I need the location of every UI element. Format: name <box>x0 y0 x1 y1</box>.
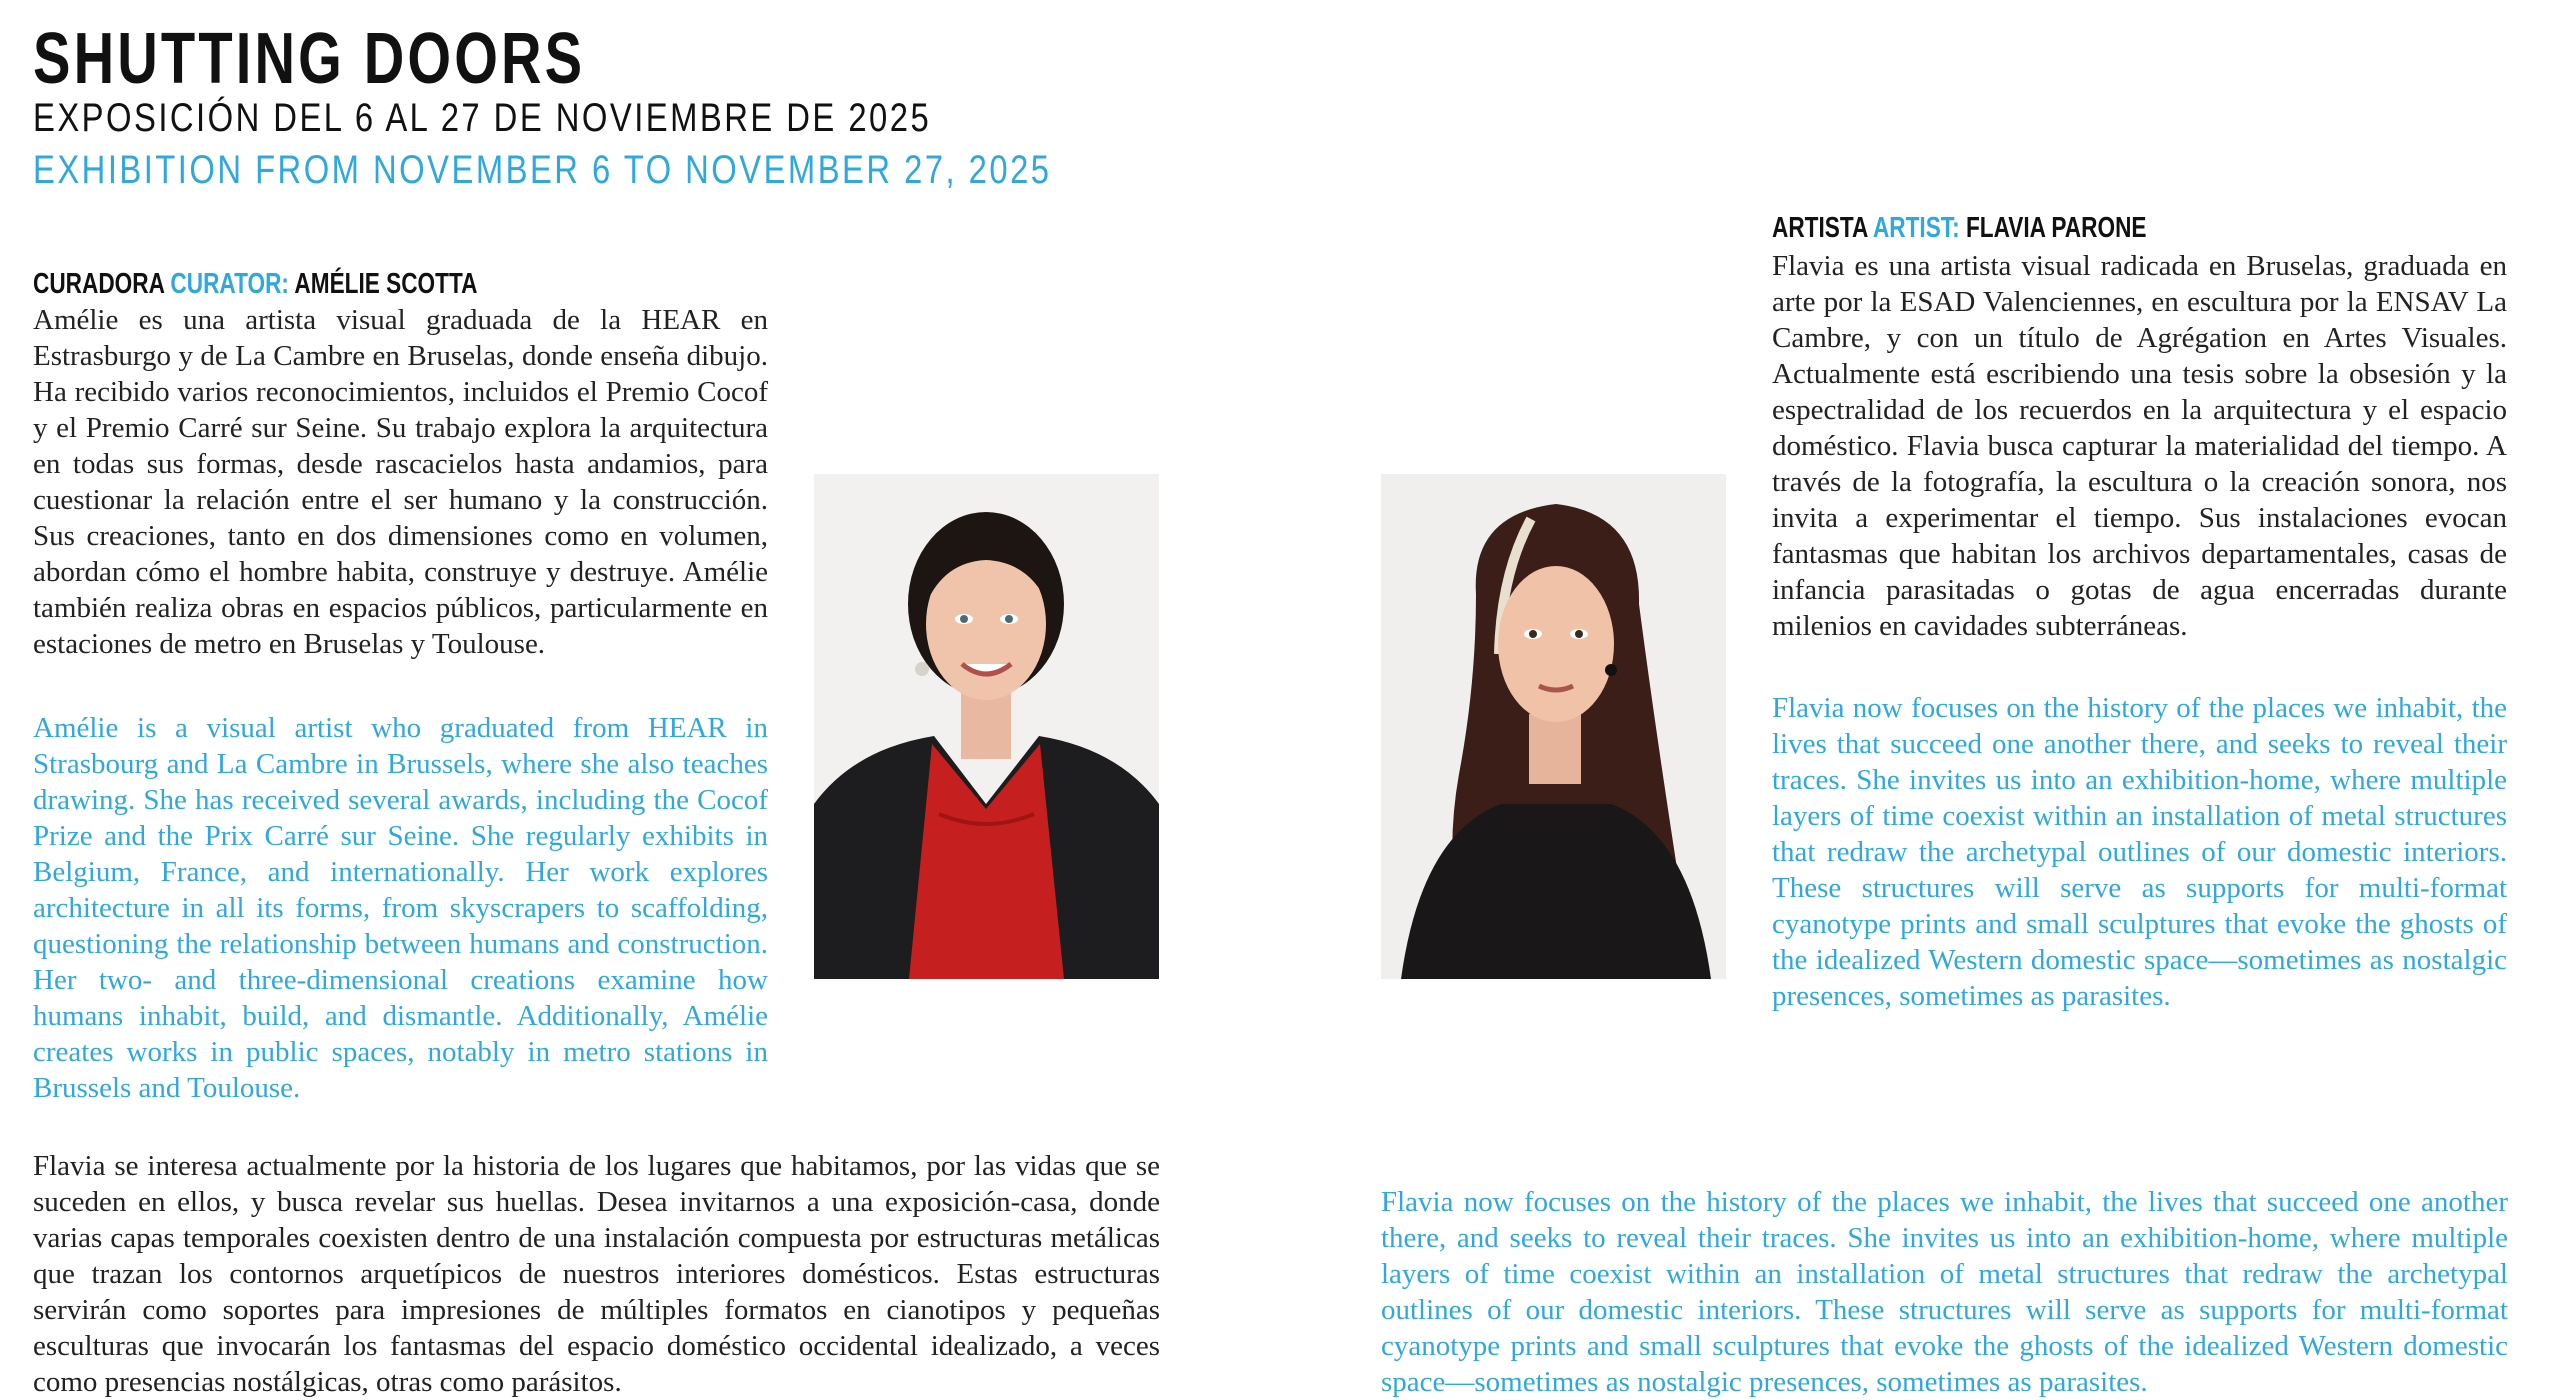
curator-portrait <box>814 474 1159 979</box>
exhibition-dates-en: EXHIBITION FROM NOVEMBER 6 TO NOVEMBER 27, 2025 <box>33 148 1052 192</box>
artist-bio-es: Flavia es una artista visual radicada en Bruselas, graduada en arte por la ESAD Valenciennes, en escultura por la ENSAV La Cambre, y con un título de Agrégation en Artes Visuales. Actualmente está escribiendo una tesis sobre la obsesión y la espectralidad de los recuerdos en la arquitectura y el espacio doméstico. Flavia busca capturar la materialidad del tiempo. A través de la fotografía, la escultura o la creación sonora, nos invita a experimentar el tiempo. Sus instalaciones evocan fantasmas que habitan los archivos departamentales, casas de infancia parasitadas o gotas de agua encerradas durante milenios en cavidades subterráneas. <box>1772 250 2507 642</box>
exhibition-dates-es: EXPOSICIÓN DEL 6 AL 27 DE NOVIEMBRE DE 2025 <box>33 96 932 140</box>
curator-label-en: CURATOR: <box>170 268 289 300</box>
curator-bio-es: Amélie es una artista visual graduada de la HEAR en Estrasburgo y de La Cambre en Bruselas, donde enseña dibujo. Ha recibido varios reconocimientos, incluidos el Premio Cocof y el Premio Carré sur Seine. Su trabajo explora la arquitectura en todas sus formas, desde rascacielos hasta andamios, para cuestionar la relación entre el ser humano y la construcción. Sus creaciones, tanto en dos dimensiones como en volumen, abordan cómo el hombre habita, construye y destruye. Amélie también realiza obras en espacios públicos, particularmente en estaciones de metro en Bruselas y Toulouse. <box>33 304 768 660</box>
artist-label-es: ARTISTA <box>1772 212 1868 244</box>
curator-name: AMÉLIE SCOTTA <box>294 268 478 300</box>
curator-label-es: CURADORA <box>33 268 165 300</box>
artist-label-en: ARTIST: <box>1872 212 1960 244</box>
artist-heading <box>1772 212 2146 245</box>
curator-bio-en: Amélie is a visual artist who graduated from HEAR in Strasbourg and La Cambre in Brussels, where she also teaches drawing. She has received several awards, including the Cocof Prize and the Prix Carré sur Seine. She regularly exhibits in Belgium, France, and internationally. Her work explores architecture in all its forms, from skyscrapers to scaffolding, questioning the relationship between humans and construction. Her two- and three-dimensional creations examine how humans inhabit, build, and dismantle. Additionally, Amélie creates works in public spaces, notably in metro stations in Brussels and Toulouse. <box>33 712 768 1104</box>
curator-heading <box>33 268 477 301</box>
exhibition-text-es: Flavia se interesa actualmente por la historia de los lugares que habitamos, por las vidas que se suceden en ellos, y busca revelar sus huellas. Desea invitarnos a una exposición-casa, donde varias capas temporales coexisten dentro de una instalación compuesta por estructuras metálicas que trazan los contornos arquetípicos de nuestros interiores domésticos. Estas estructuras servirán como soportes para impresiones de múltiples formatos en cianotipos y pequeñas esculturas que invocarán los fantasmas del espacio doméstico occidental idealizado, a veces como presencias nostálgicas, otras como parásitos. <box>33 1150 1160 1398</box>
page-title: SHUTTING DOORS <box>33 19 586 99</box>
artist-portrait <box>1381 474 1726 979</box>
exhibition-text-en: Flavia now focuses on the history of the places we inhabit, the lives that succeed one another there, and seeks to reveal their traces. She invites us into an exhibition-home, where multiple layers of time coexist within an installation of metal structures that redraw the archetypal outlines of our domestic interiors. These structures will serve as supports for multi-format cyanotype prints and small sculptures that evoke the ghosts of the idealized Western domestic space—sometimes as nostalgic presences, sometimes as parasites. <box>1381 1186 2508 1398</box>
artist-bio-en: Flavia now focuses on the history of the places we inhabit, the lives that succeed one another there, and seeks to reveal their traces. She invites us into an exhibition-home, where multiple layers of time coexist within an installation of metal structures that redraw the archetypal outlines of our domestic interiors. These structures will serve as supports for multi-format cyanotype prints and small sculptures that evoke the ghosts of the idealized Western domestic space—sometimes as nostalgic presences, sometimes as parasites. <box>1772 692 2507 1012</box>
artist-name: FLAVIA PARONE <box>1965 212 2147 244</box>
